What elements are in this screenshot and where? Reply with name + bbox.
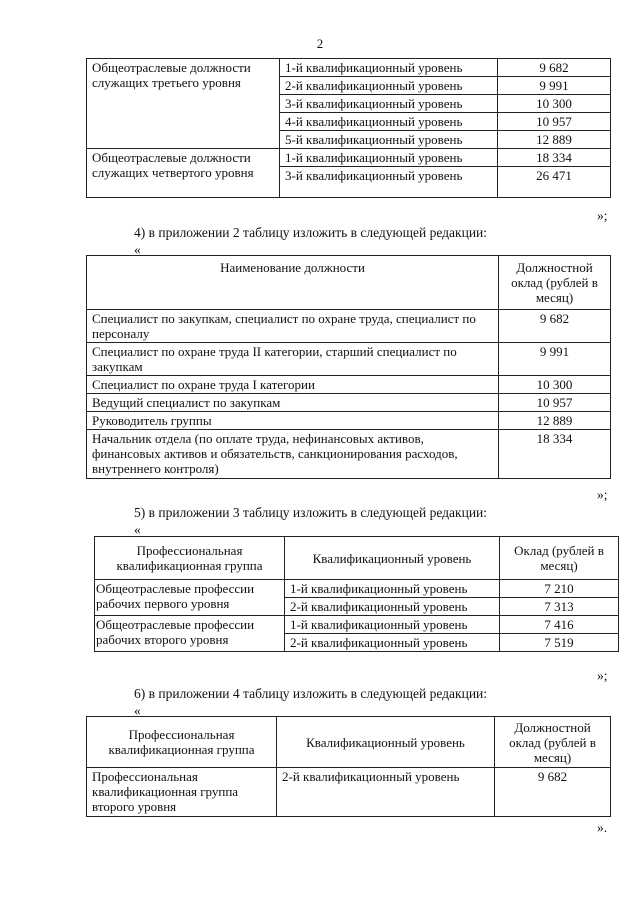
header-group: Профессиональная квалификационная группа [95, 537, 285, 580]
table-row [87, 149, 611, 167]
item4-intro: 4) в приложении 2 таблицу изложить в следующей редакции: [134, 225, 488, 240]
level-cell: 5-й квалификационный уровень [280, 131, 498, 149]
level-cell: 2-й квалификационный уровень [280, 77, 498, 95]
level-cell: 1-й квалификационный уровень [285, 616, 500, 634]
end-quote: ». [597, 820, 608, 835]
value-cell: 9 991 [498, 77, 611, 95]
end-quote: »; [597, 208, 608, 223]
level-cell: 3-й квалификационный уровень [280, 95, 498, 113]
table-row [87, 768, 611, 817]
value-cell: 9 682 [495, 768, 611, 817]
group-name: Общеотраслевые должности служащих четвертого уровня [87, 149, 280, 198]
level-cell: 1-й квалификационный уровень [280, 59, 498, 77]
position-cell: Специалист по охране труда II категории, старший специалист по закупкам [87, 343, 499, 376]
header-level: Квалификационный уровень [277, 717, 495, 768]
position-cell: Специалист по охране труда I категории [87, 376, 499, 394]
level-cell: 2-й квалификационный уровень [277, 768, 495, 817]
level-cell: 3-й квалификационный уровень [280, 167, 498, 198]
salary-table-1 [86, 58, 611, 198]
position-cell: Ведущий специалист по закупкам [87, 394, 499, 412]
table-row [87, 310, 611, 343]
table-row [87, 412, 611, 430]
value-cell: 10 300 [499, 376, 611, 394]
header-group: Профессиональная квалификационная группа [87, 717, 277, 768]
value-cell: 18 334 [499, 430, 611, 479]
level-cell: 2-й квалификационный уровень [285, 598, 500, 616]
item5-intro: 5) в приложении 3 таблицу изложить в следующей редакции: [134, 505, 488, 520]
header-name: Наименование должности [87, 256, 499, 310]
open-quote: « [134, 703, 141, 718]
value-cell: 7 416 [500, 616, 619, 634]
position-cell: Начальник отдела (по оплате труда, нефинансовых активов, финансовых активов и обязательств, санкционирования расходов, внутреннего контроля) [87, 430, 499, 479]
table-row [95, 616, 619, 634]
value-cell: 12 889 [498, 131, 611, 149]
value-cell: 7 519 [500, 634, 619, 652]
value-cell: 12 889 [499, 412, 611, 430]
table-row [87, 394, 611, 412]
value-cell: 9 991 [499, 343, 611, 376]
end-quote: »; [597, 487, 608, 502]
value-cell: 10 957 [499, 394, 611, 412]
value-cell: 7 313 [500, 598, 619, 616]
salary-table-4 [86, 716, 611, 817]
table-header [95, 537, 619, 580]
header-level: Квалификационный уровень [285, 537, 500, 580]
header-salary: Оклад (рублей в месяц) [500, 537, 619, 580]
item6-intro: 6) в приложении 4 таблицу изложить в следующей редакции: [134, 686, 488, 701]
salary-table-3 [94, 536, 619, 652]
position-cell: Руководитель группы [87, 412, 499, 430]
value-cell: 7 210 [500, 580, 619, 598]
value-cell: 9 682 [499, 310, 611, 343]
end-quote: »; [597, 668, 608, 683]
value-cell: 26 471 [498, 167, 611, 198]
level-cell: 2-й квалификационный уровень [285, 634, 500, 652]
table-row [87, 343, 611, 376]
header-salary: Должностной оклад (рублей в месяц) [495, 717, 611, 768]
table-row [95, 580, 619, 598]
table-row [87, 59, 611, 77]
value-cell: 18 334 [498, 149, 611, 167]
table-row [87, 376, 611, 394]
group-name: Профессиональная квалификационная группа второго уровня [87, 768, 277, 817]
group-name: Общеотраслевые профессии рабочих первого уровня [95, 580, 285, 616]
position-cell: Специалист по закупкам, специалист по охране труда, специалист по персоналу [87, 310, 499, 343]
group-name: Общеотраслевые должности служащих третьего уровня [87, 59, 280, 149]
table-row [87, 430, 611, 479]
level-cell: 1-й квалификационный уровень [280, 149, 498, 167]
table-header [87, 256, 611, 310]
open-quote: « [134, 522, 141, 537]
open-quote: « [134, 242, 141, 257]
page-number: 2 [316, 36, 324, 51]
group-name: Общеотраслевые профессии рабочих второго уровня [95, 616, 285, 652]
header-salary: Должностной оклад (рублей в месяц) [499, 256, 611, 310]
value-cell: 9 682 [498, 59, 611, 77]
value-cell: 10 957 [498, 113, 611, 131]
salary-table-2 [86, 255, 611, 479]
value-cell: 10 300 [498, 95, 611, 113]
table-header [87, 717, 611, 768]
level-cell: 1-й квалификационный уровень [285, 580, 500, 598]
level-cell: 4-й квалификационный уровень [280, 113, 498, 131]
